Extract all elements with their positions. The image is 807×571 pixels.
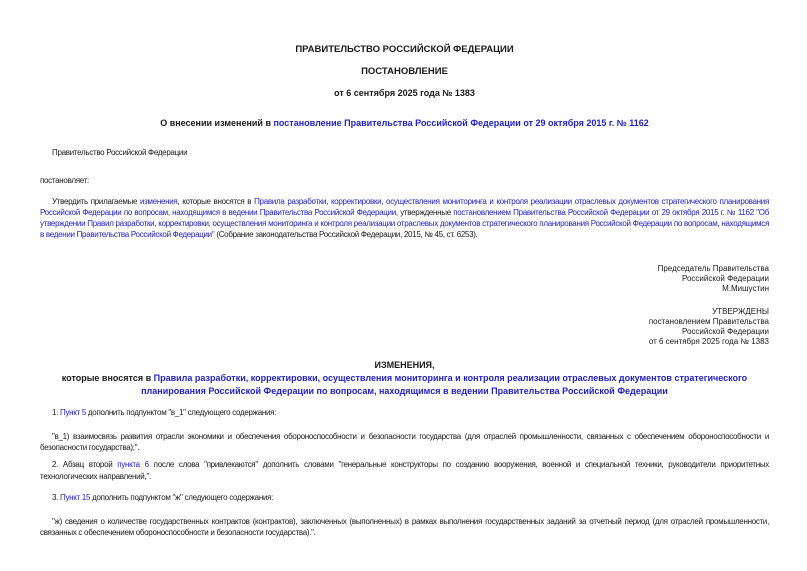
main-paragraph-text: утвержденные bbox=[397, 208, 454, 217]
punkt-15-link[interactable]: Пункт 15 bbox=[60, 493, 91, 502]
item-1-number: 1. bbox=[52, 408, 60, 417]
header-organization: ПРАВИТЕЛЬСТВО РОССИЙСКОЙ ФЕДЕРАЦИИ bbox=[295, 44, 514, 55]
signature-block bbox=[40, 264, 769, 294]
main-paragraph-text: Утвердить прилагаемые bbox=[52, 197, 140, 206]
change-item-1-body: "в_1) взаимосвязь развития отрасли экономики и обеспечения обороноспособности и безопасности государства (для отраслей промышленности, связанных с обеспечением обороноспособности и безопасности государства);". bbox=[40, 432, 769, 452]
changes-link[interactable]: изменения, bbox=[139, 197, 180, 206]
changes-title: ИЗМЕНЕНИЯ, bbox=[374, 360, 435, 370]
main-paragraph-text: которые вносятся в bbox=[179, 197, 255, 206]
document-title bbox=[40, 118, 769, 129]
changes-subtitle-text: которые вносятся в bbox=[61, 373, 154, 383]
punkt-6-link[interactable]: пункта 6 bbox=[117, 460, 149, 469]
approved-line: УТВЕРЖДЕНЫ bbox=[712, 307, 769, 316]
change-item-2 bbox=[40, 459, 769, 483]
changes-subtitle bbox=[40, 372, 769, 398]
item-1-text: дополнить подпунктом "в_1" следующего содержания: bbox=[86, 408, 277, 417]
paragraph-intro: Правительство Российской Федерации bbox=[52, 148, 188, 157]
change-item-3-body: "ж) сведения о количестве государственных контрактов (контрактов), заключенных (выполненных) в рамках выполнения государственных заданий за отчетный период (для отраслей промышленности, связанных с обеспечением обороноспособности и безопасности государства).". bbox=[40, 517, 769, 537]
changes-subtitle-link[interactable]: Правила разработки, корректировки, осуществления мониторинга и контроля реализации отраслевых документов стратегического планирования Российской Федерации по вопросам, находящимся в ведении Правительства Российской Федерации bbox=[141, 373, 748, 396]
header-doc-type: ПОСТАНОВЛЕНИЕ bbox=[361, 66, 448, 77]
approved-block bbox=[40, 307, 769, 347]
approved-line: Российской Федерации bbox=[682, 327, 769, 336]
resolution-1162-link[interactable]: постановлением Правительства Российской Федерации от 29 октября 2015 г. № 1162 "Об утверждении Правил разработки, корректировки, осуществления мониторинга и контроля реализации отраслевых документов стратегического планирования Российской Федерации по вопросам, находящимся в ведении Правительства Российской Федерации" bbox=[40, 208, 769, 239]
signature-line: Российской Федерации bbox=[682, 274, 769, 283]
header-date-number: от 6 сентября 2025 года № 1383 bbox=[334, 88, 475, 98]
approved-line: постановлением Правительства bbox=[648, 317, 769, 326]
item-3-number: 3. bbox=[52, 493, 60, 502]
rules-link[interactable]: Правила разработки, корректировки, осуществления мониторинга и контроля реализации отраслевых документов стратегического планирования Российской Федерации по вопросам, находящимся в ведении Правительства Российской Федерации, bbox=[40, 197, 769, 217]
punkt-5-link[interactable]: Пункт 5 bbox=[60, 408, 86, 417]
main-paragraph-text: (Собрание законодательства Российской Федерации, 2015, № 45, ст. 6253). bbox=[214, 230, 478, 239]
document-title-link[interactable]: постановление Правительства Российской Федерации от 29 октября 2015 г. № 1162 bbox=[273, 118, 649, 128]
approved-line: от 6 сентября 2025 года № 1383 bbox=[648, 337, 769, 346]
item-3-text: дополнить подпунктом "ж" следующего содержания: bbox=[90, 493, 274, 502]
signature-line: Председатель Правительства bbox=[657, 264, 769, 273]
main-paragraph bbox=[40, 196, 769, 240]
item-2-text: 2. Абзац второй bbox=[52, 460, 118, 469]
change-item-3-head bbox=[40, 492, 769, 504]
paragraph-resolves: постановляет: bbox=[40, 176, 89, 185]
change-item-1-head bbox=[40, 407, 769, 419]
item-2-text: после слова "привлекаются" дополнить словами "генеральные конструкторы по созданию вооружения, военной и специальной техники, руководители приоритетных технологических направлений,". bbox=[40, 460, 770, 481]
document-title-text: О внесении изменений в bbox=[160, 118, 274, 128]
signature-name: М.Мишустин bbox=[722, 284, 769, 293]
